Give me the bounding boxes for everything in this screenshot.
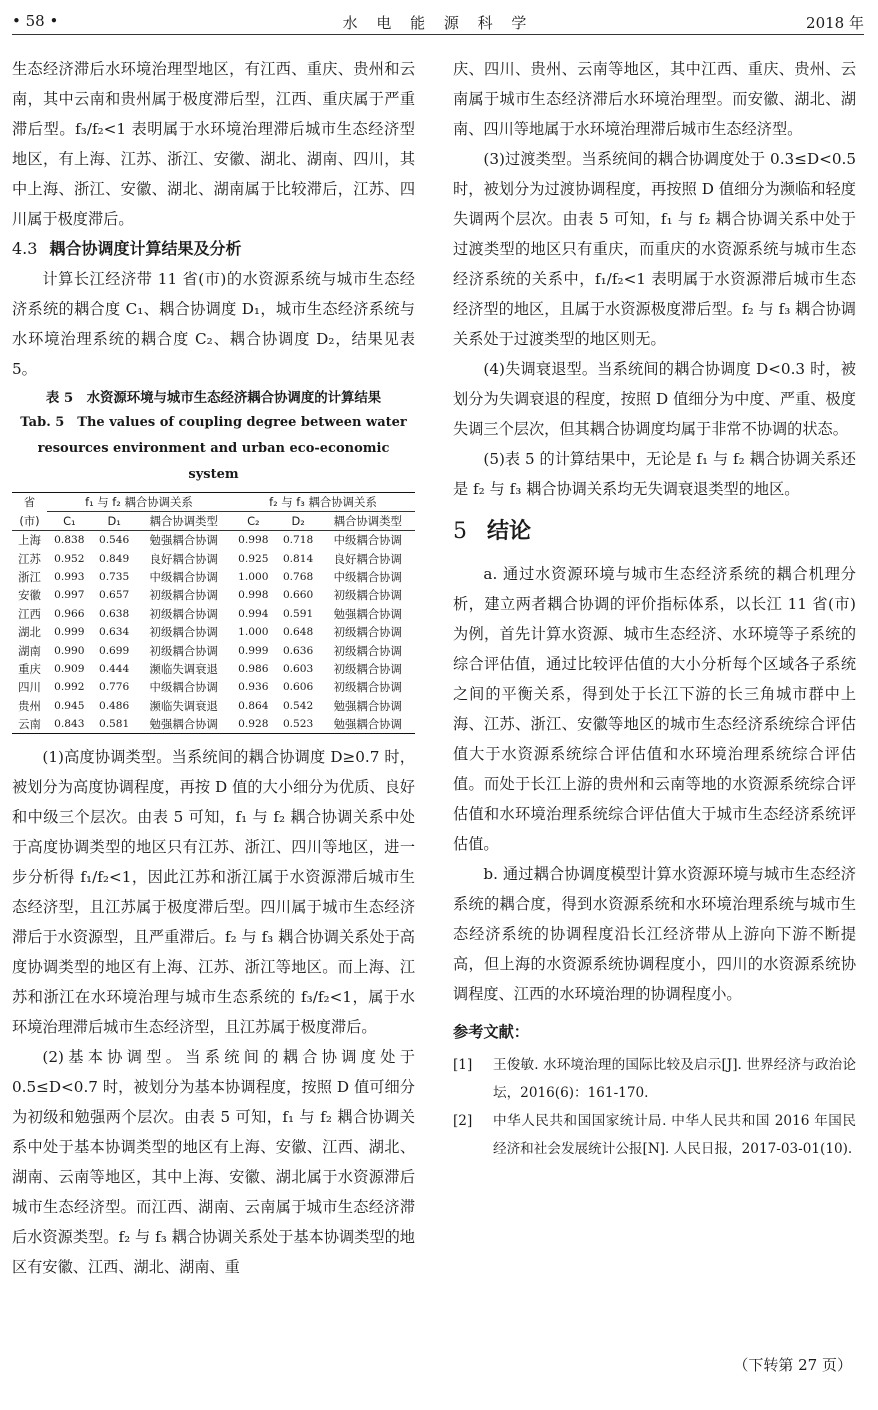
c1-cell: 0.993	[54, 570, 85, 583]
paragraph-table-summary: (5)表 5 的计算结果中，无论是 f₁ 与 f₂ 耦合协调关系还是 f₂ 与 f₃ 耦合协调关系均无失调衰退类型的地区。	[453, 450, 856, 498]
paragraph-intro: 计算长江经济带 11 省(市)的水资源系统与城市生态经济系统的耦合度 C₁、耦合协调度 D₁，城市生态经济系统与水环境治理系统的耦合度 C₂、耦合协调度 D₂，结果见表 5。	[12, 270, 415, 378]
type2-cell: 初级耦合协调	[333, 588, 402, 603]
journal-title: 水 电 能 源 科 学	[342, 14, 534, 32]
type2-cell: 良好耦合协调	[333, 551, 402, 566]
c2-cell: 0.864	[238, 699, 269, 712]
c2-cell: 0.936	[238, 681, 269, 694]
c1-cell: 0.952	[54, 552, 85, 565]
header-c2: C₂	[231, 512, 276, 531]
header-group-f1-f2: f₁ 与 f₂ 耦合协调关系	[47, 493, 231, 512]
left-column	[12, 54, 415, 1282]
references-heading: 参考文献：	[453, 1023, 529, 1041]
section-heading-5	[453, 514, 856, 549]
table-row	[12, 641, 415, 659]
type1-cell: 勉强耦合协调	[137, 715, 231, 734]
type1-cell: 初级耦合协调	[149, 588, 218, 603]
section-heading-4-3	[12, 234, 415, 264]
d2-cell: 0.523	[276, 715, 321, 734]
paragraph-continued-right: 庆、四川、贵州、云南等地区，其中江西、重庆、贵州、云南属于城市生态经济滞后水环境治理型。而安徽、湖北、湖南、四川等地属于水环境治理滞后城市生态经济型。	[453, 60, 856, 138]
c2-cell: 1.000	[238, 570, 269, 583]
c1-cell: 0.999	[54, 626, 85, 639]
type2-cell: 初级耦合协调	[333, 625, 402, 640]
c2-cell: 0.998	[238, 534, 269, 547]
d1-cell: 0.444	[98, 662, 130, 675]
type1-cell: 初级耦合协调	[149, 643, 218, 658]
d2-cell: 0.542	[282, 699, 314, 712]
header-province-sub: (市)	[12, 512, 47, 531]
header-group-f2-f3: f₂ 与 f₃ 耦合协调关系	[231, 493, 415, 512]
reference-index: [1]	[453, 1057, 473, 1073]
c2-cell: 1.000	[238, 626, 269, 639]
type1-cell: 初级耦合协调	[149, 625, 218, 640]
c2-cell: 0.999	[238, 644, 269, 657]
table-caption-en-line1: Tab. 5 The values of coupling degree between water	[20, 415, 407, 430]
header-d2: D₂	[276, 512, 321, 531]
table-row	[12, 715, 415, 734]
d2-cell: 0.660	[282, 589, 314, 602]
conclusion-b: b. 通过耦合协调度模型计算水资源环境与城市生态经济系统的耦合度，得到水资源系统和水环境治理系统与城市生态经济系统的协调程度沿长江经济带从上游向下游不断提高，但上海的水资源系统协调程度小，四川的水资源系统协调程度、江西的水环境治理的协调程度小。	[453, 865, 856, 1003]
table-row	[12, 586, 415, 604]
c1-cell: 0.990	[54, 644, 85, 657]
type2-cell: 初级耦合协调	[333, 680, 402, 695]
c2-cell: 0.925	[238, 552, 269, 565]
reference-index: [2]	[453, 1113, 473, 1129]
header-d1: D₁	[92, 512, 137, 531]
right-column	[453, 54, 856, 1163]
province-cell: 湖南	[18, 643, 41, 658]
c1-cell: 0.838	[54, 534, 85, 547]
d2-cell: 0.814	[282, 552, 314, 565]
c1-cell: 0.909	[54, 662, 85, 675]
province-cell: 湖北	[18, 625, 41, 640]
paragraph-continued: 生态经济滞后水环境治理型地区，有江西、重庆、贵州和云南，其中云南和贵州属于极度滞后型，江西、重庆属于严重滞后型。f₃/f₂<1 表明属于水环境治理滞后城市生态经济型地区，有上海、江苏、浙江、安徽、湖北、湖南、四川，其中上海、浙江、安徽、湖北、湖南属于比较滞后，江苏、四川属于极度滞后。	[12, 60, 415, 228]
d1-cell: 0.486	[98, 699, 130, 712]
d1-cell: 0.546	[98, 534, 130, 547]
table-row	[12, 531, 415, 550]
province-cell: 四川	[18, 680, 41, 695]
paragraph-disorder-type: (4)失调衰退型。当系统间的耦合协调度 D<0.3 时，被划分为失调衰退的程度，按照 D 值细分为中度、严重、极度失调三个层次，但其耦合协调度均属于非常不协调的状态。	[453, 360, 856, 438]
province-cell: 上海	[18, 533, 41, 548]
section-title: 结论	[487, 518, 532, 544]
table-caption-en-line2: resources environment and urban eco-economic system	[37, 441, 390, 482]
d2-cell: 0.591	[282, 607, 314, 620]
type1-cell: 中级耦合协调	[149, 569, 218, 584]
d2-cell: 0.648	[282, 626, 314, 639]
header-type2: 耦合协调类型	[321, 512, 416, 531]
header-province: 省	[12, 493, 47, 512]
d1-cell: 0.849	[98, 552, 130, 565]
type2-cell: 勉强耦合协调	[333, 698, 402, 713]
c1-cell: 0.992	[54, 681, 85, 694]
table-row	[12, 568, 415, 586]
d2-cell: 0.636	[282, 644, 314, 657]
running-header	[12, 8, 864, 35]
d1-cell: 0.657	[98, 589, 130, 602]
continued-note: （下转第 27 页）	[733, 1356, 852, 1374]
header-c1: C₁	[47, 512, 92, 531]
type1-cell: 中级耦合协调	[149, 680, 218, 695]
c1-cell: 0.997	[54, 589, 85, 602]
table-row	[12, 660, 415, 678]
d1-cell: 0.735	[98, 570, 130, 583]
section-title: 耦合协调度计算结果及分析	[49, 239, 242, 258]
table-body	[12, 531, 415, 734]
type2-cell: 初级耦合协调	[333, 643, 402, 658]
page-number: • 58 •	[12, 12, 59, 30]
type1-cell: 良好耦合协调	[149, 551, 218, 566]
table-row	[12, 623, 415, 641]
type1-cell: 勉强耦合协调	[149, 533, 218, 548]
table-row	[12, 549, 415, 567]
d2-cell: 0.718	[282, 534, 314, 547]
paragraph-basic-coordination: (2)基本协调型。当系统间的耦合协调度处于 0.5≤D<0.7 时，被划分为基本协调程度，按照 D 值可细分为初级和勉强两个层次。由表 5 可知，f₁ 与 f₂ 耦合协调关系中处于基本协调类型的地区有上海、安徽、江西、湖北、湖南、云南等地区，其中上海、安徽、湖北属于水资源滞后城市生态经济型。而江西、湖南、云南属于城市生态经济滞后水资源类型。f₂ 与 f₃ 耦合协调关系处于基本协调类型的地区有安徽、江西、湖北、湖南、重	[12, 1048, 415, 1277]
coupling-table	[12, 492, 415, 734]
table-caption-cn: 表 5 水资源环境与城市生态经济耦合协调度的计算结果	[45, 390, 382, 406]
province-cell: 安徽	[18, 588, 41, 603]
conclusion-a: a. 通过水资源环境与城市生态经济系统的耦合机理分析，建立两者耦合协调的评价指标体系，以长江 11 省(市)为例，首先计算水资源、城市生态经济、水环境等子系统的综合评估值，通过比较评估值的大小分析每个区域各子系统之间的平衡关系，得到处于长江下游的长三角城市群中上海、江苏、浙江、安徽等地区的城市生态经济系统综合评估值大于水资源系统综合评估值和水环境治理系统综合评估值。而处于长江上游的贵州和云南等地的水资源系统综合评估值和水环境治理系统综合评估值大于城市生态经济系统评估值。	[453, 565, 856, 853]
c1-cell: 0.843	[47, 715, 92, 734]
province-cell: 江西	[18, 606, 41, 621]
c2-cell: 0.994	[238, 607, 269, 620]
c1-cell: 0.945	[54, 699, 85, 712]
province-cell: 重庆	[18, 661, 41, 676]
d1-cell: 0.581	[92, 715, 137, 734]
header-type1: 耦合协调类型	[137, 512, 231, 531]
d2-cell: 0.768	[282, 570, 314, 583]
section-number: 4.3	[12, 239, 38, 258]
publication-year: 2018 年	[806, 14, 864, 32]
type2-cell: 勉强耦合协调	[333, 606, 402, 621]
d1-cell: 0.699	[98, 644, 130, 657]
paragraph-high-coordination: (1)高度协调类型。当系统间的耦合协调度 D≥0.7 时，被划分为高度协调程度，再按 D 值的大小细分为优质、良好和中级三个层次。由表 5 可知，f₁ 与 f₂ 耦合协调关系中处于高度协调类型的地区只有江苏、浙江、四川等地区，进一步分析得 f₁/f₂<1，因此江苏和浙江属于水资源滞后城市生态经济型，且江苏属于极度滞后型。四川属于城市生态经济滞后于水资源型，且严重滞后。f₂ 与 f₃ 耦合协调关系处于高度协调类型的地区有上海、江苏、浙江等地区。而上海、江苏和浙江在水环境治理与城市生态系统的 f₃/f₂<1，属于水环境治理滞后城市生态经济型，且江苏属于极度滞后。	[12, 748, 415, 1037]
reference-item	[453, 1107, 856, 1163]
d2-cell: 0.606	[282, 681, 314, 694]
reference-item	[453, 1051, 856, 1107]
d1-cell: 0.634	[98, 626, 130, 639]
table-row	[12, 697, 415, 715]
d1-cell: 0.776	[98, 681, 130, 694]
table-row	[12, 605, 415, 623]
province-cell: 云南	[12, 715, 47, 734]
type2-cell: 初级耦合协调	[333, 661, 402, 676]
d2-cell: 0.603	[282, 662, 314, 675]
c2-cell: 0.986	[238, 662, 269, 675]
type2-cell: 勉强耦合协调	[321, 715, 416, 734]
reference-text: 中华人民共和国国家统计局. 中华人民共和国 2016 年国民经济和社会发展统计公报[N]. 人民日报，2017-03-01(10).	[493, 1113, 856, 1157]
type1-cell: 濒临失调衰退	[149, 698, 218, 713]
type2-cell: 中级耦合协调	[333, 533, 402, 548]
type1-cell: 初级耦合协调	[149, 606, 218, 621]
section-number: 5	[453, 519, 467, 544]
reference-text: 王俊敏. 水环境治理的国际比较及启示[J]. 世界经济与政治论坛，2016(6)：161-170.	[493, 1057, 856, 1101]
type1-cell: 濒临失调衰退	[149, 661, 218, 676]
c2-cell: 0.998	[238, 589, 269, 602]
c2-cell: 0.928	[231, 715, 276, 734]
type2-cell: 中级耦合协调	[333, 569, 402, 584]
province-cell: 江苏	[18, 551, 41, 566]
province-cell: 贵州	[18, 698, 41, 713]
c1-cell: 0.966	[54, 607, 85, 620]
province-cell: 浙江	[18, 569, 41, 584]
paragraph-transition-type: (3)过渡类型。当系统间的耦合协调度处于 0.3≤D<0.5 时，被划分为过渡协调程度，再按照 D 值细分为濒临和轻度失调两个层次。由表 5 可知，f₁ 与 f₂ 耦合协调关系中处于过渡类型的地区只有重庆，而重庆的水资源系统与城市生态经济系统的关系中，f₁/f₂<1 表明属于水资源滞后城市生态经济型的地区，且属于水资源极度滞后型。f₂ 与 f₃ 耦合协调关系处于过渡类型的地区则无。	[453, 150, 856, 348]
table-row	[12, 678, 415, 696]
d1-cell: 0.638	[98, 607, 130, 620]
